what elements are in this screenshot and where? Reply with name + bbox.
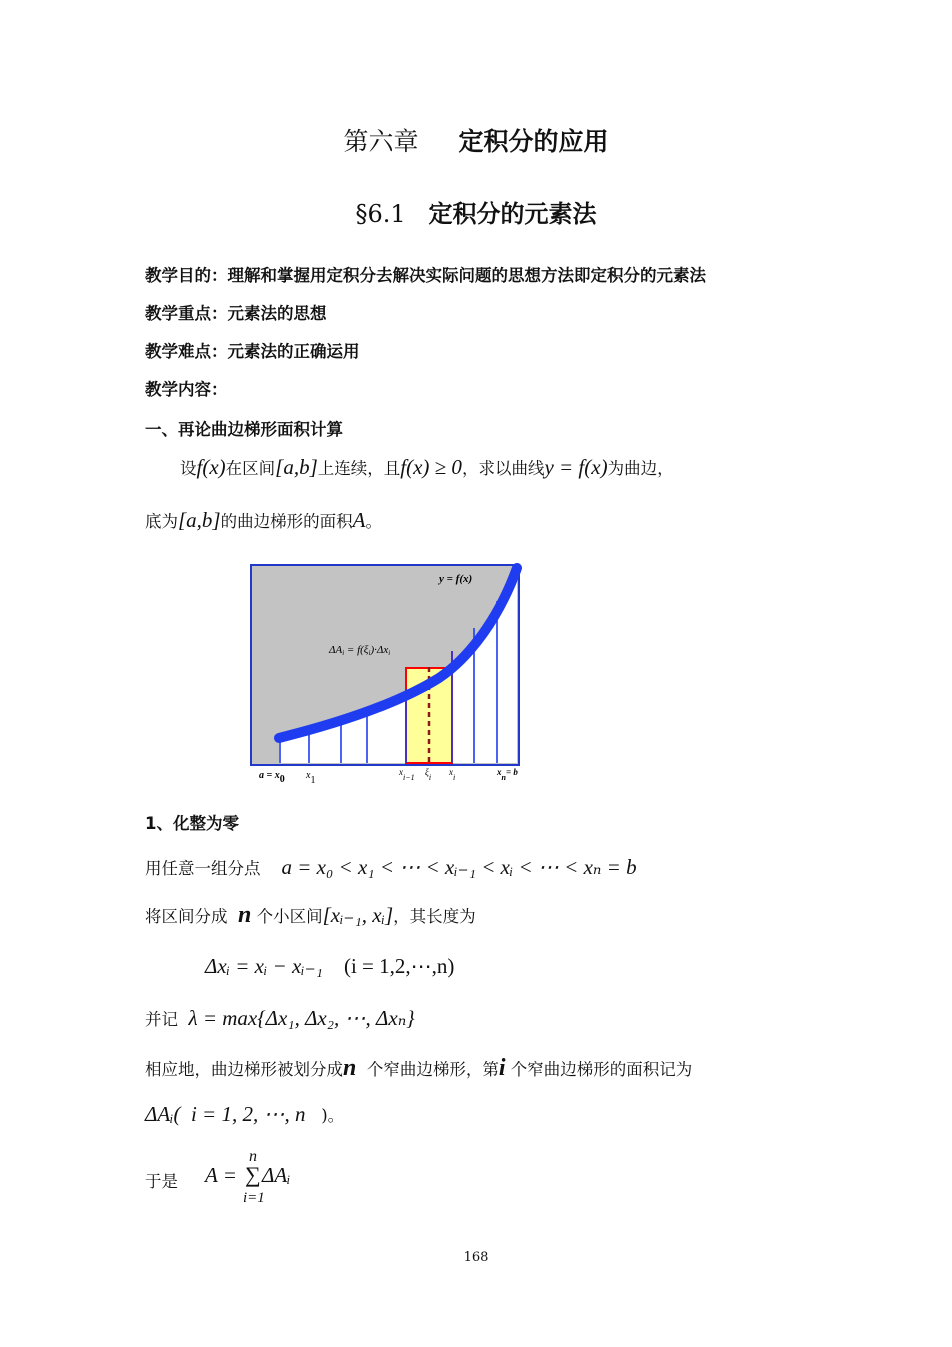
math-fx: f(x)	[196, 455, 226, 479]
step1-line5: 相应地，曲边梯形被划分成n 个窄曲边梯形，第i 个窄曲边梯形的面积记为	[145, 1055, 693, 1081]
math-interval-2: [a,b]	[178, 508, 221, 532]
sum-symbol: ∑	[245, 1162, 261, 1187]
tick-x1: x1	[306, 770, 316, 786]
tick-xn: xn= b	[497, 767, 518, 782]
step1-line3	[205, 954, 454, 979]
figure-svg	[249, 563, 531, 791]
tick-a: a = x0	[259, 770, 285, 785]
sum-lower: i=1	[243, 1190, 265, 1206]
sum-lhs: A =	[205, 1163, 237, 1187]
delta-a-label: ΔAᵢ(	[145, 1102, 181, 1126]
step1-line1: 用任意一组分点 a = x₀ < x₁ < ⋯ < xᵢ₋₁ < xᵢ < ⋯ < xₙ = b	[145, 855, 637, 879]
tick-xi: xi	[449, 767, 456, 782]
section-number: §6.1	[355, 200, 406, 228]
chapter-title	[0, 122, 952, 158]
chapter-number: 第六章	[343, 127, 419, 156]
curve-label: y = f(x)	[439, 573, 473, 585]
teaching-difficulty: 教学难点：元素法的正确运用	[145, 342, 360, 361]
curved-trapezoid-figure	[249, 563, 531, 791]
step1-line4: 并记 λ = max{Δx₁, Δx₂, ⋯, Δxₙ}	[145, 1006, 415, 1030]
tick-xim1: xi−1	[399, 767, 415, 782]
sum-term: ΔAᵢ	[262, 1163, 291, 1187]
para1-line1: 设f(x)在区间[a,b]上连续，且f(x) ≥ 0，求以曲线y = f(x)为曲边，	[180, 455, 674, 479]
step1-heading: 1、化整为零	[145, 814, 239, 833]
index-range: (i = 1,2,⋯,n)	[343, 954, 455, 978]
tick-xi-greek: ξi	[425, 767, 432, 782]
math-area: A	[352, 508, 366, 532]
teaching-focus: 教学重点：元素法的思想	[145, 304, 327, 323]
step1-line2: 将区间分成 n 个小区间[xᵢ₋₁, xᵢ]，其长度为	[145, 902, 476, 928]
sum-prefix: 于是	[145, 1172, 178, 1191]
element-label: ΔAi = f(ξi)·Δxi	[329, 644, 391, 657]
part1-heading: 一、再论曲边梯形面积计算	[145, 420, 343, 439]
lambda-formula: λ = max{Δx₁, Δx₂, ⋯, Δxₙ}	[188, 1006, 415, 1030]
subinterval: [xᵢ₋₁, xᵢ]	[322, 903, 394, 927]
delta-x-formula: Δxᵢ = xᵢ − xᵢ₋₁	[205, 954, 323, 978]
para1-line2: 底为[a,b]的曲边梯形的面积A。	[145, 508, 382, 532]
math-nonneg: f(x) ≥ 0	[400, 455, 462, 479]
section-name: 定积分的元素法	[428, 199, 597, 228]
math-interval: [a,b]	[275, 455, 318, 479]
math-curve: y = f(x)	[544, 455, 608, 479]
step1-line6: ΔAᵢ( i = 1, 2, ⋯, n )。	[145, 1102, 345, 1126]
teaching-content: 教学内容：	[145, 380, 228, 399]
partition-formula: a = x₀ < x₁ < ⋯ < xᵢ₋₁ < xᵢ < ⋯ < xₙ = b	[281, 855, 637, 879]
teaching-purpose: 教学目的：理解和掌握用定积分去解决实际问题的思想方法即定积分的元素法	[145, 266, 706, 285]
page-number: 168	[463, 1250, 489, 1265]
sum-upper: n	[249, 1148, 257, 1165]
chapter-name: 定积分的应用	[458, 127, 609, 156]
section-title	[0, 194, 952, 229]
